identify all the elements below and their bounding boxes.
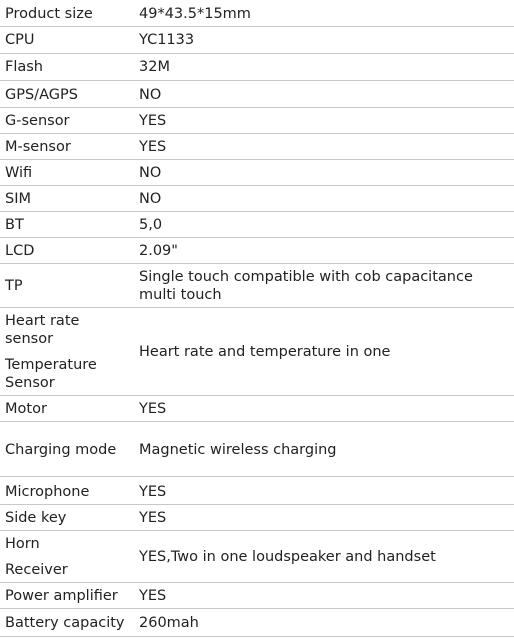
spec-label: TP (5, 278, 23, 294)
spec-label-receiver: Receiver (5, 562, 68, 578)
spec-label: Microphone (5, 484, 90, 500)
row-divider (0, 53, 514, 54)
spec-label: SIM (5, 191, 31, 207)
spec-value: 5,0 (139, 217, 163, 233)
spec-value: YES (139, 401, 167, 417)
spec-label: Power amplifier (5, 588, 118, 604)
spec-value: YES,Two in one loudspeaker and handset (139, 549, 436, 565)
spec-label: Product size (5, 6, 93, 22)
spec-label: Side key (5, 510, 67, 526)
spec-value: 260mah (139, 615, 199, 631)
spec-label: Wifi (5, 165, 33, 181)
spec-label-temp-line2: Sensor (5, 375, 55, 391)
spec-value: YES (139, 588, 167, 604)
spec-value: YC1133 (139, 32, 195, 48)
row-divider (0, 530, 514, 531)
row-divider (0, 26, 514, 27)
row-divider (0, 421, 514, 422)
spec-value: YES (139, 139, 167, 155)
row-divider (0, 107, 514, 108)
spec-label: GPS/AGPS (5, 87, 78, 103)
row-divider (0, 263, 514, 264)
row-divider (0, 237, 514, 238)
spec-value: Magnetic wireless charging (139, 442, 337, 458)
row-divider (0, 185, 514, 186)
row-divider (0, 582, 514, 583)
spec-label: Charging mode (5, 442, 117, 458)
row-divider (0, 133, 514, 134)
row-divider (0, 159, 514, 160)
spec-value: 49*43.5*15mm (139, 6, 251, 22)
row-divider (0, 211, 514, 212)
spec-label: CPU (5, 32, 35, 48)
spec-value: YES (139, 484, 167, 500)
spec-label: M-sensor (5, 139, 71, 155)
spec-value: YES (139, 113, 167, 129)
spec-value: 32M (139, 59, 170, 75)
spec-value-line1: Single touch compatible with cob capacitance (139, 269, 473, 285)
spec-value: NO (139, 191, 162, 207)
spec-value: Heart rate and temperature in one (139, 344, 391, 360)
row-divider (0, 80, 514, 81)
spec-label-horn: Horn (5, 536, 40, 552)
spec-value: NO (139, 165, 162, 181)
spec-value: YES (139, 510, 167, 526)
spec-label: Motor (5, 401, 47, 417)
spec-label: BT (5, 217, 24, 233)
spec-label-heart-line1: Heart rate (5, 313, 80, 329)
spec-label: Battery capacity (5, 615, 125, 631)
spec-value-line2: multi touch (139, 287, 222, 303)
spec-label-temp-line1: Temperature (5, 357, 97, 373)
spec-label: Flash (5, 59, 43, 75)
row-divider (0, 307, 514, 308)
spec-value: NO (139, 87, 162, 103)
spec-label: G-sensor (5, 113, 70, 129)
row-divider (0, 608, 514, 609)
row-divider (0, 476, 514, 477)
spec-value: 2.09" (139, 243, 178, 259)
spec-label: LCD (5, 243, 35, 259)
spec-label-heart-line2: sensor (5, 331, 54, 347)
row-divider (0, 636, 514, 637)
row-divider (0, 395, 514, 396)
row-divider (0, 504, 514, 505)
